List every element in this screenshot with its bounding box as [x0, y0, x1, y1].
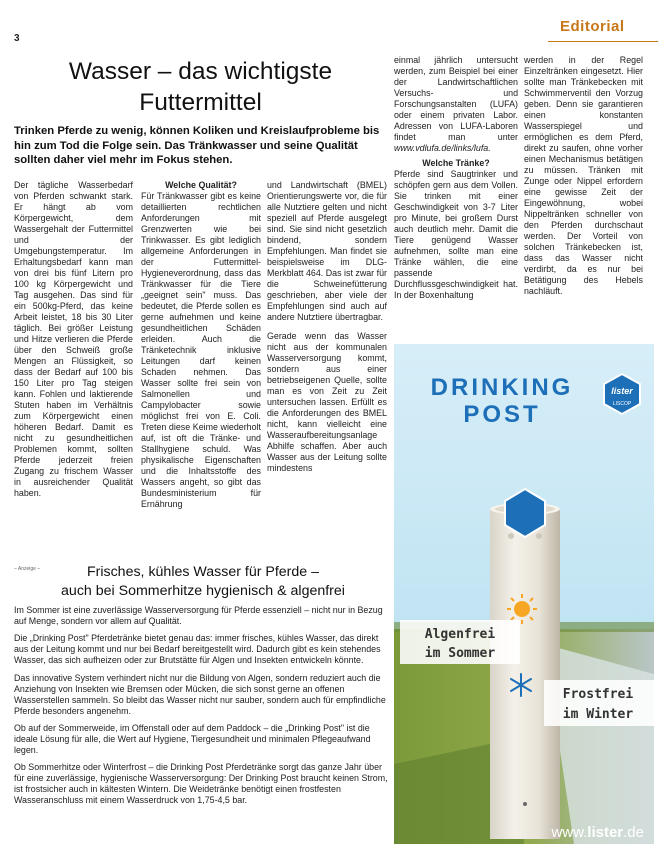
advert-paragraph: Im Sommer ist eine zuverlässige Wasserversorgung für Pferde essenziell – nicht nur in Bezug auf Menge, sondern vor allem auf Qualität. — [14, 605, 383, 626]
advert-url-prefix: www. — [551, 824, 588, 841]
quality-heading: Welche Qualität? — [165, 180, 237, 190]
article-title-line-1: Wasser – das wichtigste — [68, 58, 333, 85]
advert-illustration — [394, 344, 654, 844]
advert-url-suffix: .de — [623, 824, 644, 841]
advert-title-line-2: auch bei Sommerhitze hygienisch & algenfrei — [61, 582, 345, 599]
advert-paragraph: Ob Sommerhitze oder Winterfrost – die Drinking Post Pferdetränke sorgt das ganze Jahr über für eine zuverlässige, hygienische Wasserversorgung: Der Drinking Post braucht keinen Strom, ist frostsicher auch in kältesten Wintern. Die Weidetränke benötigt einen frostfesten Wasseranschluss mit einem Wasserdruck von 1,75-4,5 bar. — [14, 762, 388, 806]
winter-badge-line-1: Frostfrei — [562, 687, 634, 702]
lufa-link[interactable]: www.vdlufa.de/links/lufa. — [394, 142, 491, 153]
advert-title — [14, 563, 392, 600]
article-title-line-2: Futtermittel — [139, 89, 262, 116]
summer-badge-line-2: im Sommer — [424, 646, 496, 661]
advert-logo-sub: LISCOP — [612, 401, 632, 407]
advert-label: – Anzeige – — [14, 566, 41, 572]
column-4-text-a — [394, 55, 518, 154]
advert-url-brand: lister — [587, 824, 624, 841]
column-3-text-a: und Landwirtschaft (BMEL) Orientierungswerte vor, die für alle Nutztiere gelten und nicht speziell auf Pferde ausgelegt sind. Sie sind nicht gesetzlich bindend, sondern Empfehlungen. Man findet sie beispielsweise im DLG-Merkblatt 464. Das ist zwar für die Schweinefütterung geschrieben, aber viele der Empfehlungen sind auch auf andere Nutztiere übertragbar. — [267, 180, 387, 322]
advert-headline-1: DRINKING — [430, 374, 574, 401]
advert-logo-brand: lister — [611, 386, 633, 396]
column-5-text: werden in der Regel Einzeltränken eingesetzt. Hier sollte man Tränkebecken mit Schwimmerventil den Vorzug geben. Denn sie garantieren einen konstanten Wasserspiegel und ermöglichen es dem Pferd, direkt zu saufen, ohne vorher einen Mechanismus betätigen zu müssen. Tränken mit Zunge oder Nippel erfordern eine gewisse Zeit der Eingewöhnung, wobei Nippeltränken schneller von den Pferden durchschaut werden. Der Vorteil von solchen Tränkebecken ist, dass das Wasser nicht verdirbt, da es nur bei Betätigung des Hebels nachläuft. — [524, 55, 643, 296]
advert-paragraph: Die „Drinking Post" Pferdetränke bietet genau das: immer frisches, kühles Wasser, das direkt aus der Leitung kommt und nur bei Bedarf bereitgestellt wird. Dadurch gibt es kein stehendes Wasser, das sich aufheizen oder zur Brutstätte für Algen und Insekten entwickeln könnte. — [14, 633, 381, 666]
article-column-4 — [394, 55, 518, 301]
advert-paragraph: Das innovative System verhindert nicht nur die Bildung von Algen, sondern reduziert auch die Anziehung von Insekten wie Bremsen oder Mücken, die sich sonst gerne an offenen Wasserstellen sammeln. So bleibt das Wasser nicht nur sauber, sondern auch für empfindliche Pferde besonders angenehm. — [14, 672, 386, 716]
article-column-2 — [141, 180, 261, 510]
advert-url[interactable] — [550, 824, 644, 841]
article-column-5 — [524, 55, 643, 297]
column-1-text: Der tägliche Wasserbedarf von Pferden schwankt stark. Er hängt ab vom Körpergewicht, dem Wassergehalt der Futtermittel und der Umgebungstemperatur. Im Erhaltungsbedarf kann man von drei bis fünf Litern pro 100 kg Körpergewicht und Tag ausgehen. Das sind für ein 500kg-Pferd, das keine Arbeit leistet, 18 bis 30 Liter täglich. Bei größer Leistung und Hitze verlieren die Pferde über den Schweiß große Mengen an Flüssigkeit, so dass der Bedarf auf 100 bis 150 Liter pro Tag steigen kann. Fohlen und laktierende Stuten haben im Verhältnis zum Körpergewicht einen höheren Bedarf. Damit es nicht zu gesundheitlichen Problemen kommt, sollten Pferde jederzeit freien Zugang zu frischem Wasser in ausreichender Qualität haben. — [14, 180, 133, 498]
article-column-3 — [267, 180, 387, 474]
section-divider — [548, 41, 658, 42]
advert-headline-2: POST — [463, 401, 541, 428]
column-4-text-a-body: einmal jährlich untersucht werden, zum Beispiel bei einer der Landwirtschaftlichen Versuchs- und Forschungsanstalten (LUFA) oder einem privaten Labor. Adressen von LUFA-Laboren findet man unter — [394, 55, 518, 142]
article-column-1 — [14, 180, 133, 499]
summer-badge-line-1: Algenfrei — [424, 627, 496, 642]
article-title — [14, 56, 387, 118]
column-4-text-b: Pferde sind Saugtrinker und schöpfen gern aus dem Vollen. Sie trinken mit einer Geschwindigkeit von 3-7 Liter pro Minute, bei großem Durst auch deutlich mehr. Damit die Tiere genügend Wasser aufnehmen, sollte man eine Tränke wählen, die eine passende Durchflussgeschwindigkeit hat. In der Boxenhaltung — [394, 168, 518, 300]
article-lead: Trinken Pferde zu wenig, können Koliken und Kreislaufprobleme bis hin zum Tod die Folge sein. Das Tränkwasser und seine Qualität sollten daher viel mehr im Fokus stehen. — [14, 125, 380, 167]
column-3-text-b: Gerade wenn das Wasser nicht aus der kommunalen Wasserversorgung kommt, sondern aus einer betriebseigenen Quelle, sollte man es von Zeit zu Zeit untersuchen lassen. Erfüllt es die Anforderungen des BMEL nicht, kann vielleicht eine Wasseraufbereitungsanlage Abhilfe schaffen. Aber auch Wasser aus der Leitung sollte mindestens — [267, 330, 387, 473]
winter-badge-line-2: im Winter — [562, 707, 634, 722]
column-2-text: Für Tränkwasser gibt es keine detaillierten rechtlichen Anforderungen mit Grenzwerten wie bei Trinkwasser. Es gibt lediglich allgemeine Anforderungen in der Futtermittel-Hygieneverordnung, dass das Tränkwasser für die Tiere „geeignet sein" muss. Das bedeutet, die Pferde sollen es gerne aufnehmen und keine gesundheitlichen Schäden erleiden. Auch die Tränketechnik inklusive Leitungen darf keinen Schaden nehmen. Das Wasser sollte frei sein von Salmonellen und Campylobacter sowie möglichst frei von E. Coli. Treten diese Keime wiederholt auf, ist oft die Tränke- und Stallhygiene schuld. Was physikalische Eigenschaften und die Inhaltsstoffe des Wassers angeht, so gibt das Bundesministerium für Ernährung — [141, 190, 261, 509]
drinking-post-advert-image — [394, 344, 654, 844]
advert-body — [14, 605, 392, 813]
drinker-heading: Welche Tränke? — [422, 157, 490, 168]
advert-title-line-1: Frisches, kühles Wasser für Pferde – — [86, 564, 320, 580]
page-number: 3 — [14, 33, 20, 44]
section-label: Editorial — [560, 18, 625, 35]
advert-paragraph: Ob auf der Sommerweide, im Offenstall oder auf dem Paddock – die „Drinking Post" ist die ideale Lösung für alle, die Wert auf Hygiene, Tiergesundheit und minimalen Pflegeaufwand legen. — [14, 723, 371, 755]
